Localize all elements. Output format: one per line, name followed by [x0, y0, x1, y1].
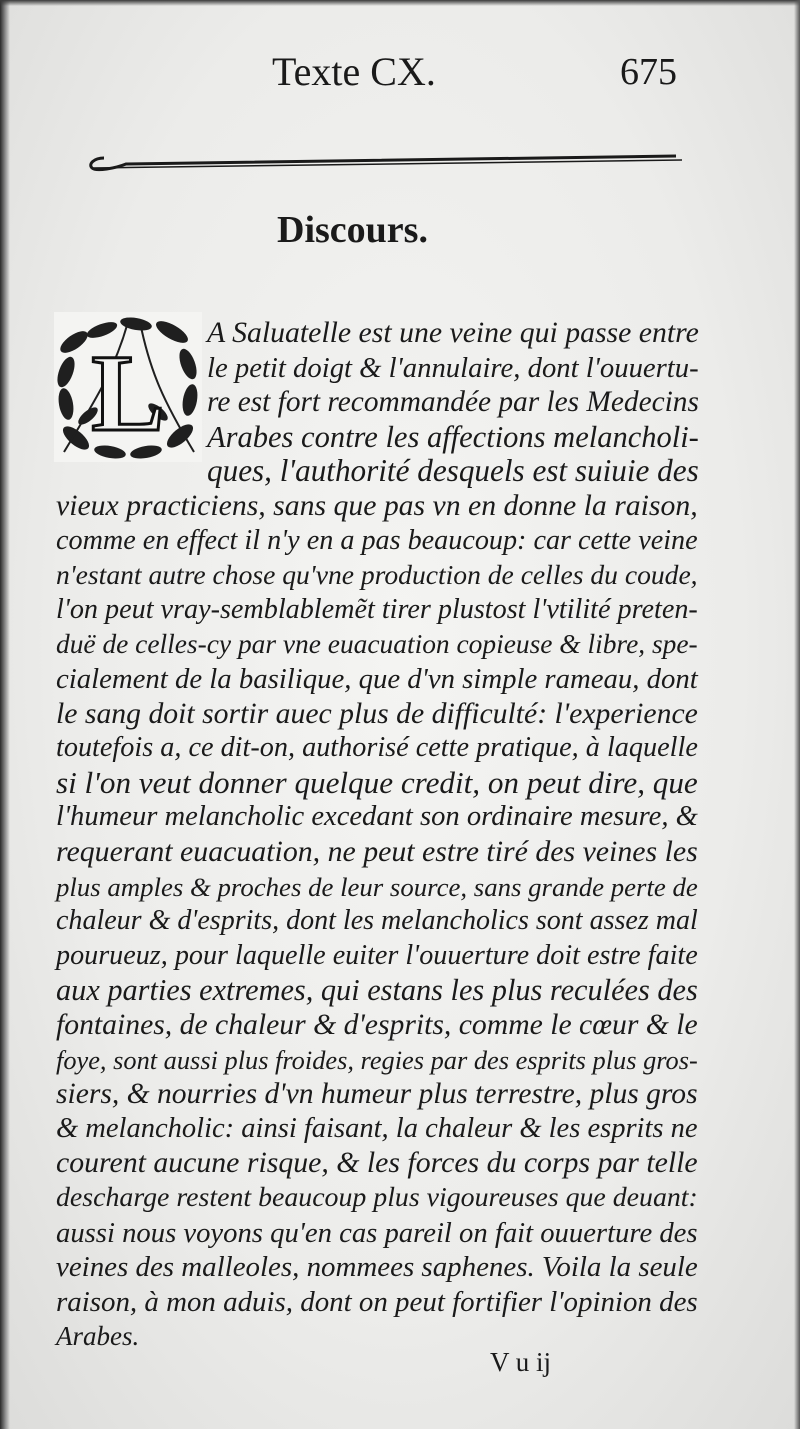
text-line: l'humeur melancholic excedant son ordinaire mesure, & [56, 801, 698, 833]
text-line: courent aucune risque, & les forces du corps par telle [56, 1146, 698, 1180]
signature-mark: V u ij [490, 1347, 552, 1377]
text-line: aux parties extremes, qui estans les plus reculées des [56, 973, 698, 1008]
text-line: duë de celles-cy par vne euacuation copieuse & libre, spe- [56, 629, 698, 660]
text-line: fontaines, de chaleur & d'esprits, comme le cœur & le [56, 1009, 698, 1041]
text-line: l'on peut vray-semblablemẽt tirer plustost l'vtilité preten- [56, 593, 698, 625]
text-line: n'estant autre chose qu'vne production de celles du coude, [56, 559, 698, 591]
text-line: aussi nous voyons qu'en cas pareil on fait ouuerture des [56, 1216, 698, 1249]
drop-cap-letter: L [91, 332, 165, 454]
section-heading: Discours. [277, 209, 428, 251]
running-title: Texte CX. [272, 49, 436, 94]
text-line: descharge restent beaucoup plus vigoureuses que deuant: [56, 1182, 698, 1213]
text-line: vieux practiciens, sans que pas vn en donne la raison, [56, 489, 698, 522]
text-line: cialement de la basilique, que d'vn simple rameau, dont [56, 663, 698, 695]
text-line: pourueuz, pour laquelle euiter l'ouuerture doit estre faite [56, 939, 698, 971]
text-line: si l'on veut donner quelque credit, on peut dire, que [56, 764, 698, 800]
text-line: ques, l'authorité desquels est suiuie des [207, 453, 699, 489]
text-line: A Saluatelle est une veine qui passe entre [207, 316, 699, 349]
text-line: plus amples & proches de leur source, sans grande perte de [56, 871, 698, 902]
text-line: Arabes contre les affections melancholi- [207, 419, 699, 454]
drop-cap-initial [54, 312, 202, 462]
foliage-ornament-icon [54, 312, 202, 462]
page-edge-shadow-right [794, 0, 800, 1429]
text-line: toutefois a, ce dit-on, authorisé cette pratique, à laquelle [56, 732, 698, 764]
page-number: 675 [620, 51, 677, 93]
text-line: le sang doit sortir auec plus de difficulté: l'experience [56, 697, 698, 730]
text-line: comme en effect il n'y en a pas beaucoup: car cette veine [56, 524, 698, 556]
text-line: chaleur & d'esprits, dont les melancholics sont assez mal [56, 905, 698, 937]
text-line: le petit doigt & l'annulaire, dont l'ouuertu- [207, 351, 699, 384]
text-line: foye, sont aussi plus froides, regies par des esprits plus gros- [56, 1044, 698, 1075]
text-line: & melancholic: ainsi faisant, la chaleur & les esprits ne [56, 1112, 698, 1144]
page-edge-shadow-left [0, 0, 10, 1429]
text-line: Arabes. [56, 1321, 140, 1352]
text-line: veines des malleoles, nommees saphenes. Voila la seule [56, 1251, 698, 1284]
text-line: requerant euacuation, ne peut estre tiré des veines les [56, 835, 698, 868]
text-line: re est fort recommandée par les Medecins [207, 386, 699, 419]
text-line: raison, à mon aduis, dont on peut fortifier l'opinion des [56, 1285, 698, 1318]
ornamental-rule [86, 150, 686, 174]
page-edge-shadow-top [0, 0, 800, 6]
text-line: siers, & nourries d'vn humeur plus terrestre, plus gros [56, 1078, 698, 1111]
